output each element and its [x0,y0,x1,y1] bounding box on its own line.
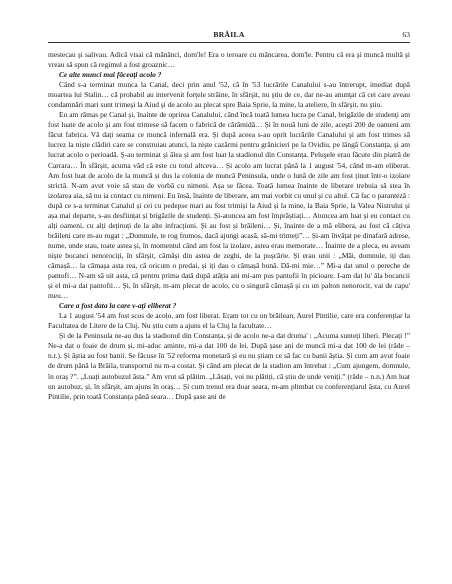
page-number: 63 [402,30,410,39]
interview-answer: Și de la Peninsula ne-au dus la stadionul din Constanța, și de acolo ne-a dat druma' : „Acuma sunteți liberi. Plecați !” Ne-a dat o foaie de drum și, mi-aduc aminte, mi-a dat 100 de lei. După șase ani de muncă mi-a dat 100 de lei (râde – n.r.). Și ăștia au fost banii. Se făcuse în '52 reforma monetară și eu nu știam ce să fac cu banii ăștia. Și cum am avut foaie de drum până la Brăila, transportul nu m-a costat. Și când am plecat de la stadion am întrebat : „Cum ajungem, domnule, în oraș ?”. „Luați autobuzul ăsta.” Am vrut să plătim. „Lăsați, voi nu plătiți, că știu de unde veniți.” (râde – n.n.) Am luat un autobuz, și, în sfârșit, am ajuns în oraș… Și cum trenul era doar seara, m-am plimbat cu conferențiarul ăsta, cu Aurel Pintilie, prin toată Constanța până seara… După șase ani de [48,331,410,401]
book-page [48,30,410,402]
interview-answer: Eu am rămas pe Canal şi, înainte de oprirea Canalului, când încă toată lumea lucra pe Canal, brigăzile de studenţi am fost luate de acolo şi am fost trimese să facem o fabrică de cărămidă… Şi în nouă luni de zile, aceşti 200 de oameni am făcut fabrica. Vă dați seama ce muncă infernală era. Şi după aceea s-au oprit lucrările Canalului şi am fost trimes să lucrez la niște clădiri care se construiau atunci, la niște cazărmi pentru grănicieri pe la Ovidiu, pe lângă Constanța, și am lucrat acolo o perioadă. Ş-au terminat și ălea și am fost luat la stadionul din Constanța. Pelușele erau făcute din piatră de Carrara… În sfârșit, acuma văd că este cu totul altceva… Și acolo am lucrat până la 1 august '54, când m-am eliberat. Am fost luat de acolo de la muncă și dus la colonia de muncă Peninsula, unde o lună de zile am fost ținut într-o izolare strictă. N-am avut voie să stau de vorbă cu nimeni. Așa se făcea. Toată lumea înainte de liberare trebuia să stea în izolarea aia, să nu ia contact cu nimeni. Eu însă, înainte de liberare, am mai vorbit cu unul și cu altul. Că fac o paranteză : după ce s-a terminat Canalul și cei cu pedepse mari au fost trimiși la Aiud și la mine, la Baia Sprie, la Valea Nistrului și așa mai departe, s-au desființat și brigăzile de studenți. Și-atuncea am fost împrăștiați… Atuncea am luat și eu contact cu alți oameni, cu alți deținuți de la alte infracțiuni. Și au fost și brăileni… Și, înainte de a mă elibera, au fost că câțiva brăileni care m-au rugat : „Domnule, te rog frumos, dacă ajungi acasă, să-mi trimeți”… Și-am învățat pe dinafară adrese, nume, unde stau, toate astea și, în momentul când am fost la izolare, astea erau memorate… Înainte de a pleca, eu aveam niște bocanci nenorociți, în sfârșit, cămăși din astea de zeghi, de la pușcărie. Și erau unii : „Măi, domnule, iți dau cămașă… la cămașa asta rea, că oricum o predai, și iți dau o cămașă bună. Dă-mi mie…” Mi-a dat unul o pereche de pantofi… N-am să uit asta, că pentru prima dată după atâția ani mi-am pus pantofii în picioare. I-am dat lu' ăla bocancii și el mi-a dat pantofii… Și, în sfârșit, m-am plecat de acolo, cu o singură cămașă și cu un palton nenorocit, vai de capu' meu… [48,110,410,301]
running-header [48,30,410,43]
interview-answer: La 1 august '54 am fost scos de acolo, am fost liberat. Eram tot cu un brăilean, Aurel Pintilie, care era conferențiar la Facultatea de Litere de la Cluj. Nu știu cum a ajuns el la Cluj la facultate… [48,311,410,331]
interview-question: Care a fost data la care v-aţi eliberat ? [59,301,177,311]
paragraph-continuation: mestecau şi salivau. Adică visai că mănânci, dom'le! Era o teroare cu mâncarea, dom'le. Pentru că era şi muncă multă şi vreau să spun că regimul a fost groaznic… [48,50,410,70]
interview-question: Ce alte munci mai făceaţi acolo ? [59,70,162,80]
running-title: BRĂILA [213,30,245,39]
interview-answer: Când s-a terminat munca la Canal, deci prin anul '52, că în '53 lucrările Canalului s-au întrerupt, imediat după moartea lui Stalin… că probabil au intervenit forţele străine, în sfârşit, nu ştiu de ce, dar ne-au anunţat că cei care aveau condamnări mari sunt trimeşi la Aiud şi de acolo au plecat spre Baia Sprie, la mine, la ateliere, în sfârşit, nu ştiu. [48,80,410,110]
body-text [48,50,410,402]
